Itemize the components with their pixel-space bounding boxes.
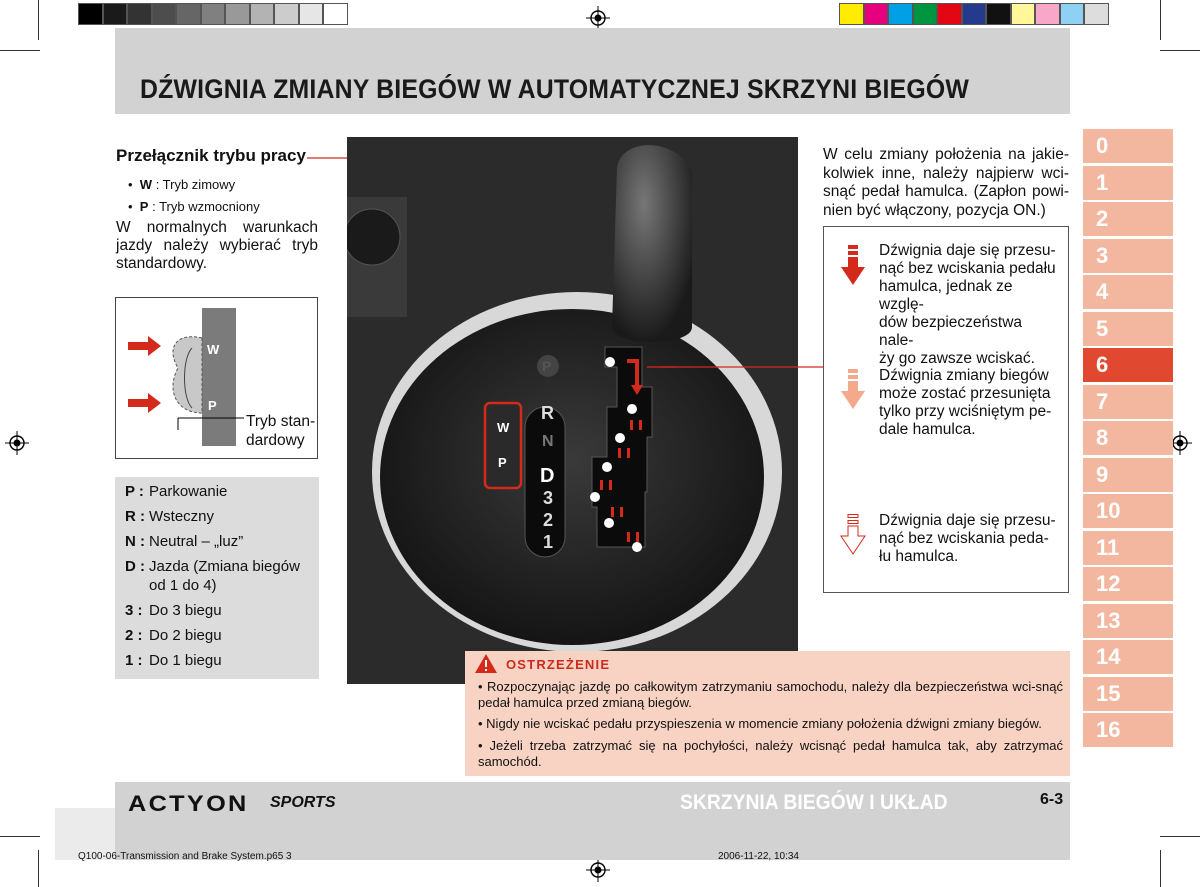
chapter-tab-14[interactable]: 14 [1083, 640, 1173, 674]
legend-line: łu hamulca. [879, 548, 959, 565]
file-date: 2006-11-22, 10:34 [718, 851, 799, 862]
brand-logo: ACTYON [128, 791, 249, 816]
chapter-tab-5[interactable]: 5 [1083, 312, 1173, 346]
chapter-tab-7[interactable]: 7 [1083, 385, 1173, 419]
chapter-tab-6[interactable]: 6 [1083, 348, 1173, 382]
diagram-label-standard [246, 412, 315, 450]
mode-switch-diagram [115, 297, 318, 459]
legend-row [125, 577, 217, 594]
gear-position-legend [115, 477, 319, 679]
legend-key: P : [125, 483, 144, 500]
legend-line: dale hamulca. [879, 421, 976, 438]
legend-line: Dźwignia daje się przesu- [879, 242, 1056, 259]
legend-line: ży go zawsze wciskać. [879, 350, 1035, 367]
brand-logo-sub: SPORTS [270, 794, 336, 811]
legend-line: tylko przy wciśniętym pe- [879, 403, 1052, 420]
switch-p-label: P [498, 455, 507, 470]
mode-key: P [139, 199, 149, 214]
standard-line: dardowy [246, 432, 305, 449]
crop-mark [1160, 0, 1161, 40]
crop-mark [1160, 850, 1161, 887]
chapter-tab-0[interactable]: 0 [1083, 129, 1173, 163]
legend-entry-optional [879, 242, 1059, 368]
warning-item: • Nigdy nie wciskać pedału przyspieszenia w momencie zmiany położenia dźwigni zmiany biegów. [478, 716, 1042, 731]
legend-key: 2 : [125, 627, 143, 644]
legend-line: Dźwignia zmiany biegów [879, 367, 1049, 384]
warning-triangle-icon [474, 653, 498, 674]
gate-n: N [542, 433, 554, 450]
brake-required-arrow-icon [840, 369, 866, 411]
chapter-tab-11[interactable]: 11 [1083, 531, 1173, 565]
arrow-right-icon [128, 336, 161, 356]
warning-item-text: Rozpoczynając jazdę po całkowitym zatrzymaniu samochodu, należy dla bezpieczeństwa wci-snąć pedał hamulca przed zmianą biegów. [478, 679, 1063, 710]
mode-key: W [139, 177, 153, 192]
legend-row [125, 533, 243, 550]
crop-mark [0, 836, 40, 837]
crop-mark [38, 850, 39, 887]
grayscale-calibration-bar [78, 3, 348, 25]
gear-shifter-photo [347, 137, 798, 684]
mode-item-p: • P : Tryb wzmocniony [128, 199, 260, 214]
gate-p: P [542, 358, 552, 374]
gate-1: 1 [543, 532, 554, 552]
warning-item-text: Nigdy nie wciskać pedału przyspieszenia w momencie zmiany położenia dźwigni zmiany biegów. [486, 716, 1042, 731]
legend-entry-free [879, 512, 1059, 566]
arrow-right-icon [128, 393, 161, 413]
intro-text: W celu zmiany położenia na jakie-kolwiek inne, należy najpierw wci-snąć pedał hamulca. (Zapłon powi-nien być włączony, pozycja ON.) [823, 146, 1069, 219]
section-title: SKRZYNIA BIEGÓW I UKŁAD [680, 791, 948, 814]
gate-2: 2 [543, 510, 554, 530]
chapter-tab-3[interactable]: 3 [1083, 239, 1173, 273]
crop-mark [38, 0, 39, 40]
legend-line: nąć bez wciskania peda- [879, 530, 1049, 547]
legend-text: Neutral – „luz” [149, 533, 244, 550]
chapter-tab-12[interactable]: 12 [1083, 567, 1173, 601]
legend-key [125, 577, 149, 594]
mode-desc: : Tryb wzmocniony [152, 199, 260, 214]
legend-entry-required [879, 367, 1059, 439]
legend-key: R : [125, 508, 145, 525]
chapter-tab-15[interactable]: 15 [1083, 677, 1173, 711]
page-number: 6-3 [1040, 791, 1064, 808]
legend-text: Do 1 biegu [149, 652, 222, 669]
gate-3: 3 [543, 488, 554, 508]
chapter-tab-2[interactable]: 2 [1083, 202, 1173, 236]
brake-optional-arrow-icon [840, 245, 866, 287]
legend-key: 3 : [125, 602, 143, 619]
gate-d: D [540, 465, 555, 487]
chapter-tab-4[interactable]: 4 [1083, 275, 1173, 309]
chapter-tab-9[interactable]: 9 [1083, 458, 1173, 492]
switch-w-label: W [497, 420, 510, 435]
warning-item-text: Jeżeli trzeba zatrzymać się na pochyłości, należy wcisnąć pedał hamulca tak, aby zatrzymać samochód. [478, 738, 1064, 769]
warning-item: • Rozpoczynając jazdę po całkowitym zatrzymaniu samochodu, należy dla bezpieczeństwa wci-snąć pedał hamulca przed zmianą biegów. [478, 679, 1063, 710]
chapter-tab-8[interactable]: 8 [1083, 421, 1173, 455]
mode-note: W normalnych warunkach jazdy należy wybierać tryb standardowy. [116, 219, 318, 272]
standard-line: Tryb stan- [246, 413, 316, 430]
callout-line [660, 364, 840, 370]
crop-mark [0, 50, 40, 51]
mode-desc: : Tryb zimowy [155, 177, 236, 192]
legend-text: Parkowanie [149, 483, 228, 500]
legend-line: może zostać przesunięta [879, 385, 1051, 402]
legend-line: Dźwignia daje się przesu- [879, 512, 1056, 529]
legend-row [125, 627, 222, 644]
crop-mark [1160, 50, 1200, 51]
legend-line: nąć bez wciskania pedału [879, 260, 1056, 277]
legend-key: 1 : [125, 652, 143, 669]
arrow-legend-box [823, 226, 1069, 593]
mode-switch-heading: Przełącznik trybu pracy [116, 146, 306, 165]
legend-text: Do 3 biegu [149, 602, 222, 619]
chapter-tab-16[interactable]: 16 [1083, 713, 1173, 747]
legend-text: Jazda (Zmiana biegów [149, 558, 300, 575]
warning-item: • Jeżeli trzeba zatrzymać się na pochyłości, należy wcisnąć pedał hamulca tak, aby zatrzymać samochód. [478, 738, 1064, 769]
legend-row [125, 602, 222, 619]
legend-row [125, 558, 300, 575]
color-calibration-bar [839, 3, 1109, 25]
legend-key: D : [125, 558, 145, 575]
file-name: Q100-06-Transmission and Brake System.p65 3 [78, 851, 292, 862]
registration-mark-icon [5, 431, 29, 455]
diagram-label-p: P [208, 398, 217, 413]
legend-line: dów bezpieczeństwa nale- [879, 314, 1023, 349]
legend-line: hamulca, jednak ze wzglę- [879, 278, 1013, 313]
gate-r: R [541, 403, 554, 423]
diagram-label-w: W [207, 342, 220, 357]
chapter-tab-10[interactable]: 10 [1083, 494, 1173, 528]
legend-text: Do 2 biegu [149, 627, 222, 644]
shifter-illustration [347, 137, 798, 684]
mode-item-w: • W : Tryb zimowy [128, 177, 236, 192]
legend-key: N : [125, 533, 145, 550]
legend-row [125, 483, 227, 500]
legend-text: Wsteczny [149, 508, 215, 525]
crop-mark [1160, 836, 1200, 837]
registration-mark-icon [586, 6, 610, 30]
legend-row [125, 508, 214, 525]
registration-mark-icon [586, 858, 610, 882]
page-title: DŹWIGNIA ZMIANY BIEGÓW W AUTOMATYCZNEJ SKRZYNI BIEGÓW [140, 74, 969, 104]
legend-text: od 1 do 4) [149, 577, 217, 594]
legend-row [125, 652, 222, 669]
warning-title: OSTRZEŻENIE [506, 657, 611, 672]
chapter-tab-13[interactable]: 13 [1083, 604, 1173, 638]
no-brake-arrow-icon [840, 514, 866, 556]
chapter-tab-1[interactable]: 1 [1083, 166, 1173, 200]
